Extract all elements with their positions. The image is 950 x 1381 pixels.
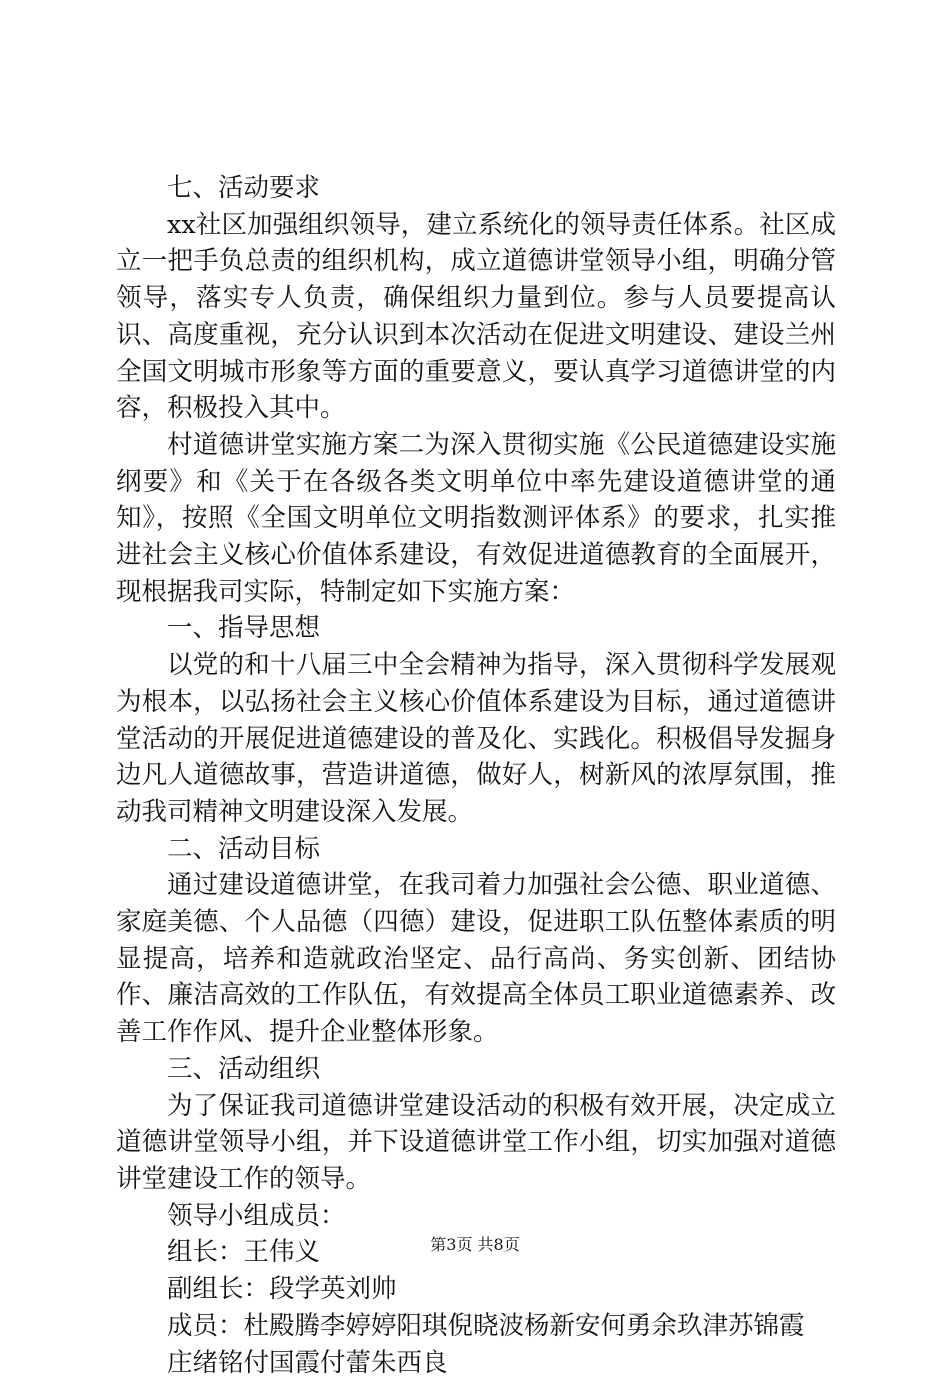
section-heading-guiding-thought: 一、指导思想 bbox=[116, 610, 836, 647]
body-paragraph: 通过建设道德讲堂，在我司着力加强社会公德、职业道德、家庭美德、个人品德（四德）建设，促进职工队伍整体素质的明显提高，培养和造就政治坚定、品行高尚、务实创新、团结协作、廉洁高效的工作队伍，有效提高全体员工职业道德素养、改善工作作风、提升企业整体形象。 bbox=[116, 867, 836, 1051]
members-line: 成员：杜殿腾李婷婷阳琪倪晓波杨新安何勇余玖津苏锦霞 bbox=[116, 1308, 836, 1345]
body-paragraph: 村道德讲堂实施方案二为深入贯彻实施《公民道德建设实施纲要》和《关于在各级各类文明单位中率先建设道德讲堂的通知》，按照《全国文明单位文明指数测评体系》的要求，扎实推进社会主义核心价值体系建设，有效促进道德教育的全面展开，现根据我司实际，特制定如下实施方案： bbox=[116, 427, 836, 611]
body-paragraph: 为了保证我司道德讲堂建设活动的积极有效开展，决定成立道德讲堂领导小组，并下设道德讲堂工作小组，切实加强对道德讲堂建设工作的领导。 bbox=[116, 1088, 836, 1198]
body-paragraph: 以党的和十八届三中全会精神为指导，深入贯彻科学发展观为根本，以弘扬社会主义核心价值体系建设为目标，通过道德讲堂活动的开展促进道德建设的普及化、实践化。积极倡导发掘身边凡人道德故事，营造讲道德，做好人，树新风的浓厚氛围，推动我司精神文明建设深入发展。 bbox=[116, 647, 836, 831]
body-paragraph: xx社区加强组织领导，建立系统化的领导责任体系。社区成立一把手负总责的组织机构，成立道德讲堂领导小组，明确分管领导，落实专人负责，确保组织力量到位。参与人员要提高认识、高度重视，充分认识到本次活动在促进文明建设、建设兰州全国文明城市形象等方面的重要意义，要认真学习道德讲堂的内容，积极投入其中。 bbox=[116, 207, 836, 427]
section-heading-requirements: 七、活动要求 bbox=[116, 170, 836, 207]
document-body bbox=[116, 170, 836, 1381]
deputy-leader-line: 副组长：段学英刘帅 bbox=[116, 1271, 836, 1308]
leadership-members-label: 领导小组成员： bbox=[116, 1198, 836, 1235]
section-heading-goals: 二、活动目标 bbox=[116, 831, 836, 868]
leader-line: 组长：王伟义 bbox=[116, 1234, 836, 1271]
page-number-footer: 第3页 共8页 bbox=[0, 1232, 950, 1255]
members-line-continued: 庄绪铭付国霞付蕾朱西良 bbox=[116, 1345, 836, 1381]
section-heading-organization: 三、活动组织 bbox=[116, 1051, 836, 1088]
